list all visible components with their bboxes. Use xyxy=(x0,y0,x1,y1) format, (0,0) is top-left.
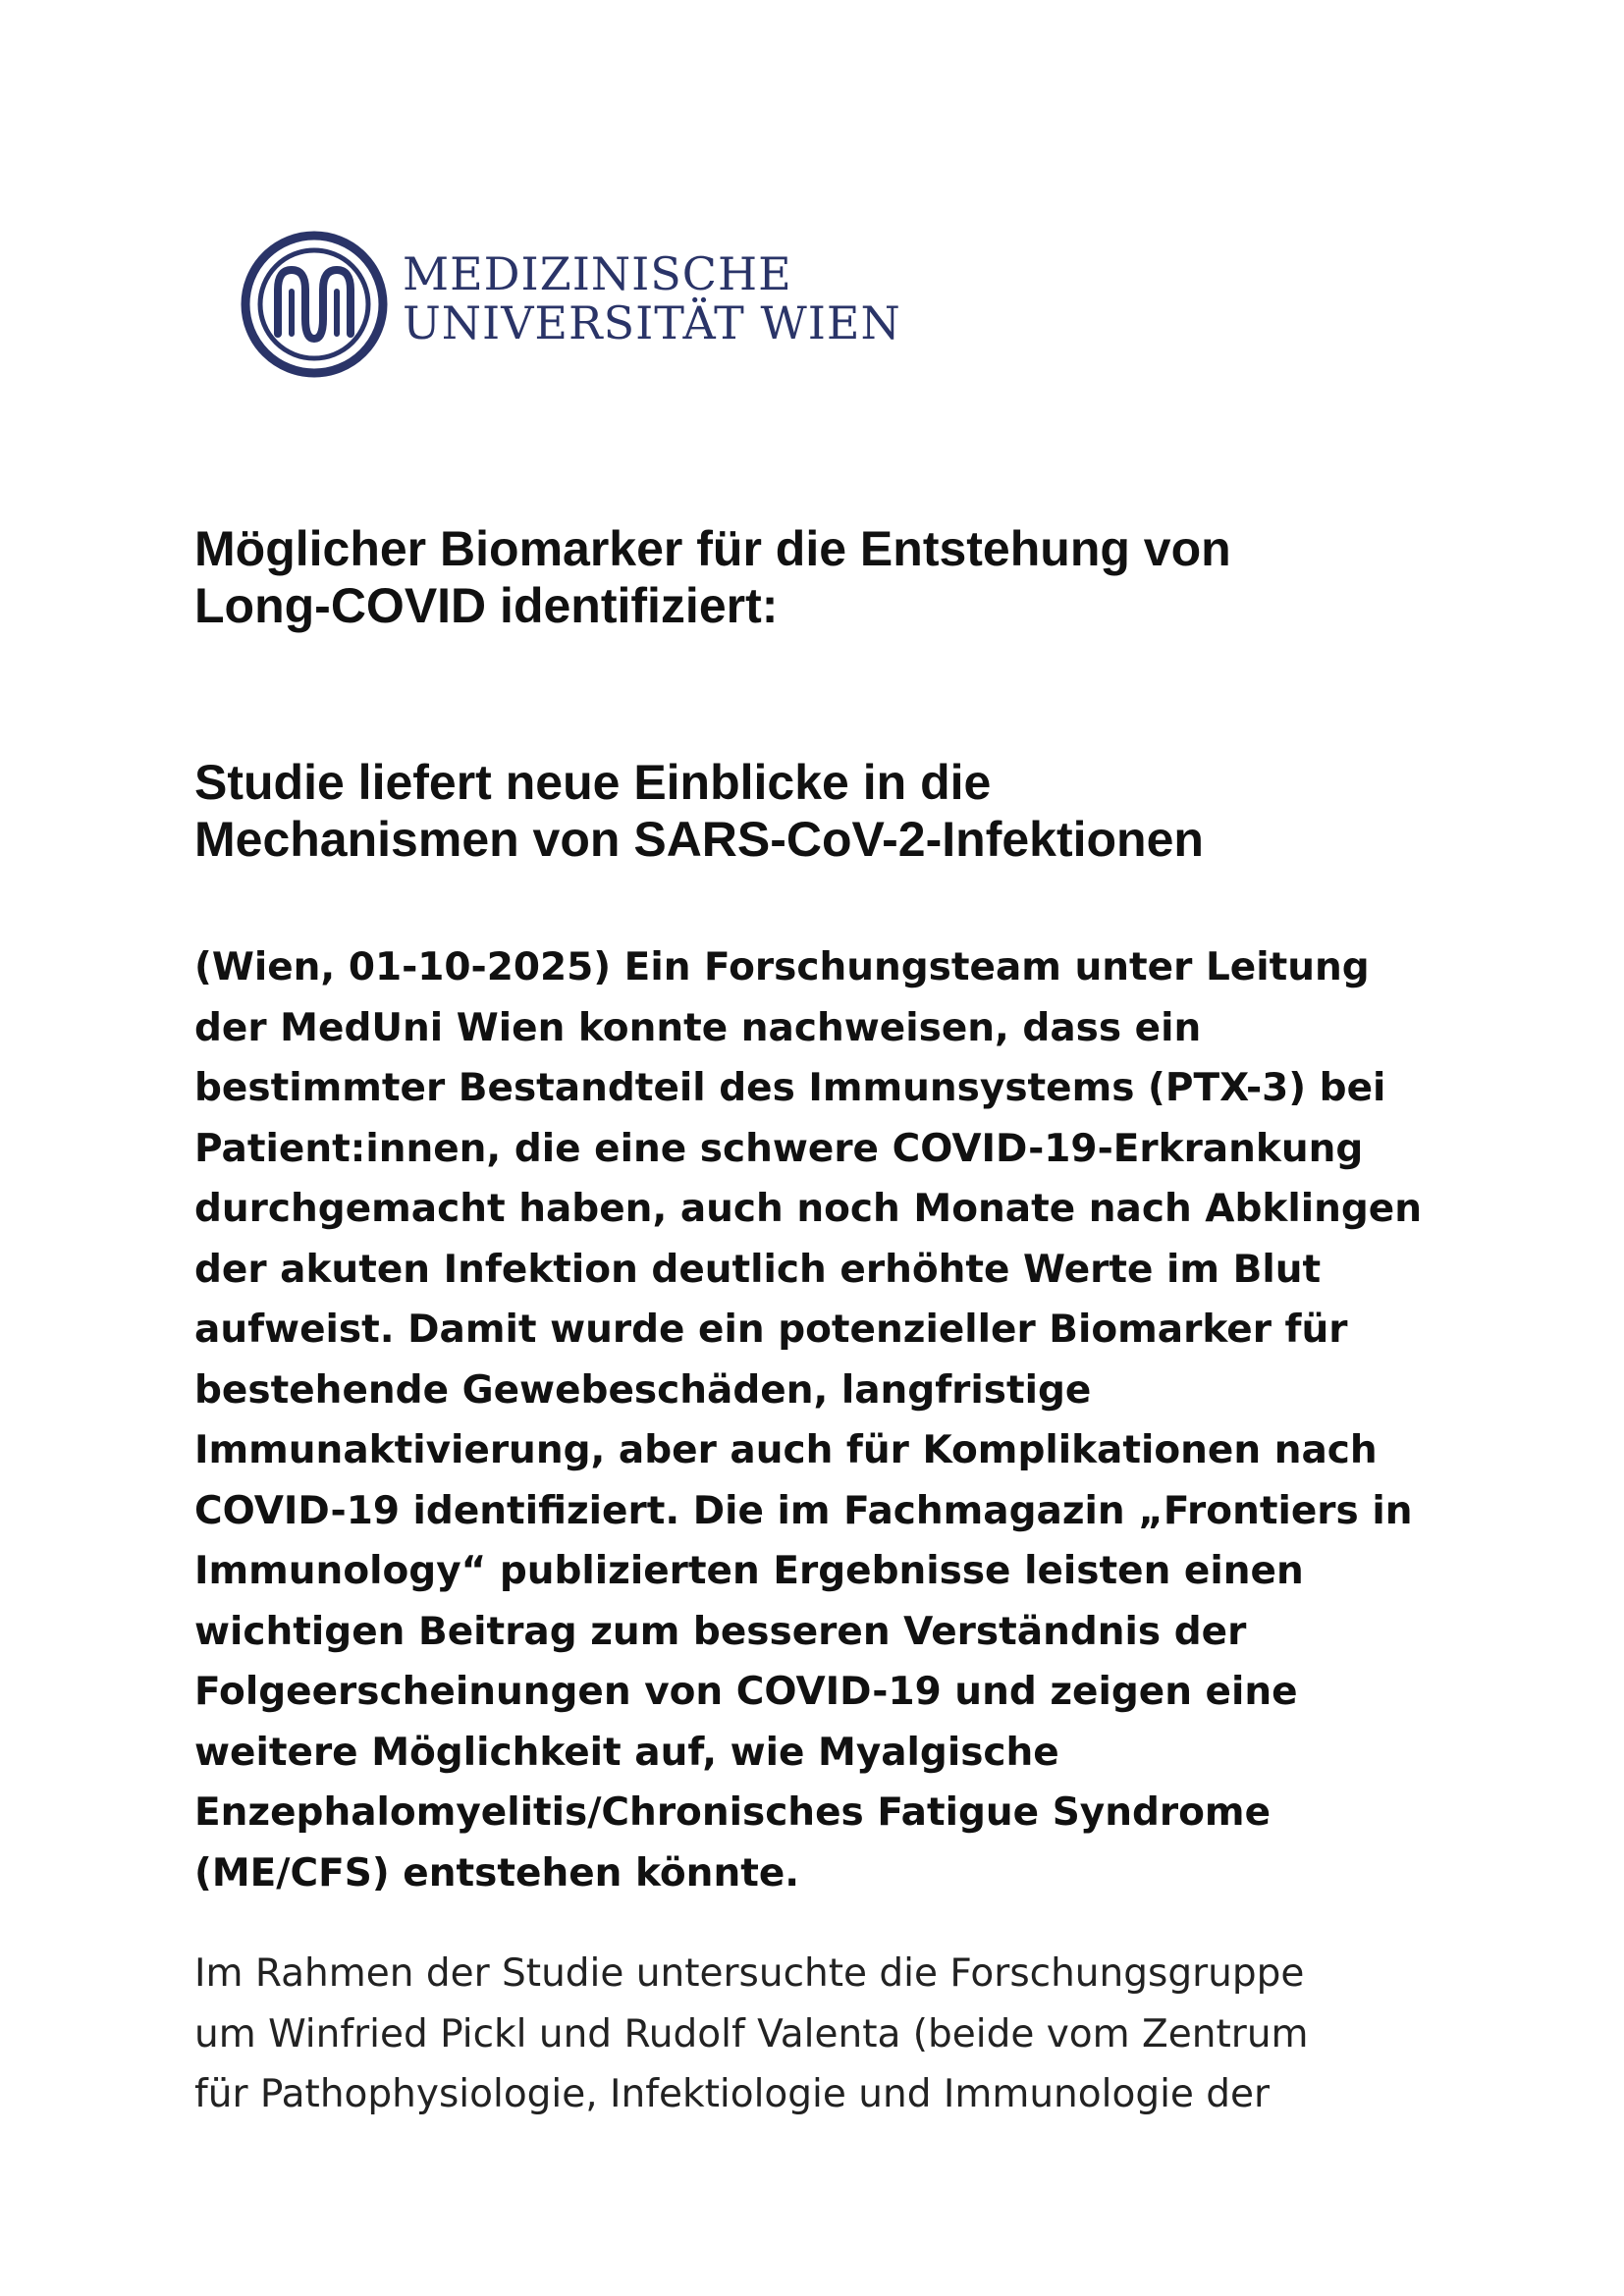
lead-line: COVID-19 identifiziert. Die im Fachmagazin „Frontiers in xyxy=(194,1488,1413,1533)
logo-wordmark xyxy=(403,249,901,347)
lead-line: Immunaktivierung, aber auch für Komplikationen nach xyxy=(194,1428,1378,1472)
title-line: Möglicher Biomarker für die Entstehung von xyxy=(194,521,1231,576)
lead-line: Enzephalomyelitis/Chronisches Fatigue Syndrome xyxy=(194,1790,1272,1835)
body-line: um Winfried Pickl und Rudolf Valenta (beide vom Zentrum xyxy=(194,2011,1309,2056)
lead-line: Immunology“ publizierten Ergebnisse leisten einen xyxy=(194,1549,1304,1593)
lead-line: aufweist. Damit wurde ein potenzieller Biomarker für xyxy=(194,1308,1348,1352)
title-line: Long-COVID identifiziert: xyxy=(194,578,779,633)
page-title xyxy=(194,520,1471,634)
lead-line: (Wien, 01-10-2025) Ein Forschungsteam unter Leitung xyxy=(194,945,1370,989)
meduni-emblem-icon xyxy=(241,231,388,378)
lead-line: (ME/CFS) entstehen könnte. xyxy=(194,1850,800,1896)
logo-line-1: MEDIZINISCHE xyxy=(403,247,792,300)
body-line: Im Rahmen der Studie untersuchte die Forschungsgruppe xyxy=(194,1951,1305,1996)
subtitle-line: Mechanismen von SARS-CoV-2-Infektionen xyxy=(194,812,1204,867)
lead-line: der akuten Infektion deutlich erhöhte Werte im Blut xyxy=(194,1247,1322,1292)
lead-line: der MedUni Wien konnte nachweisen, dass ein xyxy=(194,1005,1202,1050)
page-subtitle xyxy=(194,754,1471,868)
lead-paragraph xyxy=(194,937,1471,1903)
logo-line-2: UNIVERSITÄT WIEN xyxy=(403,296,901,349)
lead-line: bestehende Gewebeschäden, langfristige xyxy=(194,1367,1092,1413)
lead-line: bestimmter Bestandteil des Immunsystems (PTX-3) bei xyxy=(194,1066,1386,1110)
lead-line: Patient:innen, die eine schwere COVID-19-Erkrankung xyxy=(194,1126,1364,1171)
lead-line: wichtigen Beitrag zum besseren Verständnis der xyxy=(194,1609,1247,1654)
lead-line: durchgemacht haben, auch noch Monate nach Abklingen xyxy=(194,1187,1422,1231)
lead-line: weitere Möglichkeit auf, wie Myalgische xyxy=(194,1730,1059,1775)
body-paragraph xyxy=(194,1944,1471,2125)
subtitle-line: Studie liefert neue Einblicke in die xyxy=(194,755,992,810)
university-logo xyxy=(241,226,901,373)
body-line: für Pathophysiologie, Infektiologie und Immunologie der xyxy=(194,2072,1271,2116)
lead-line: Folgeerscheinungen von COVID-19 und zeigen eine xyxy=(194,1670,1298,1714)
